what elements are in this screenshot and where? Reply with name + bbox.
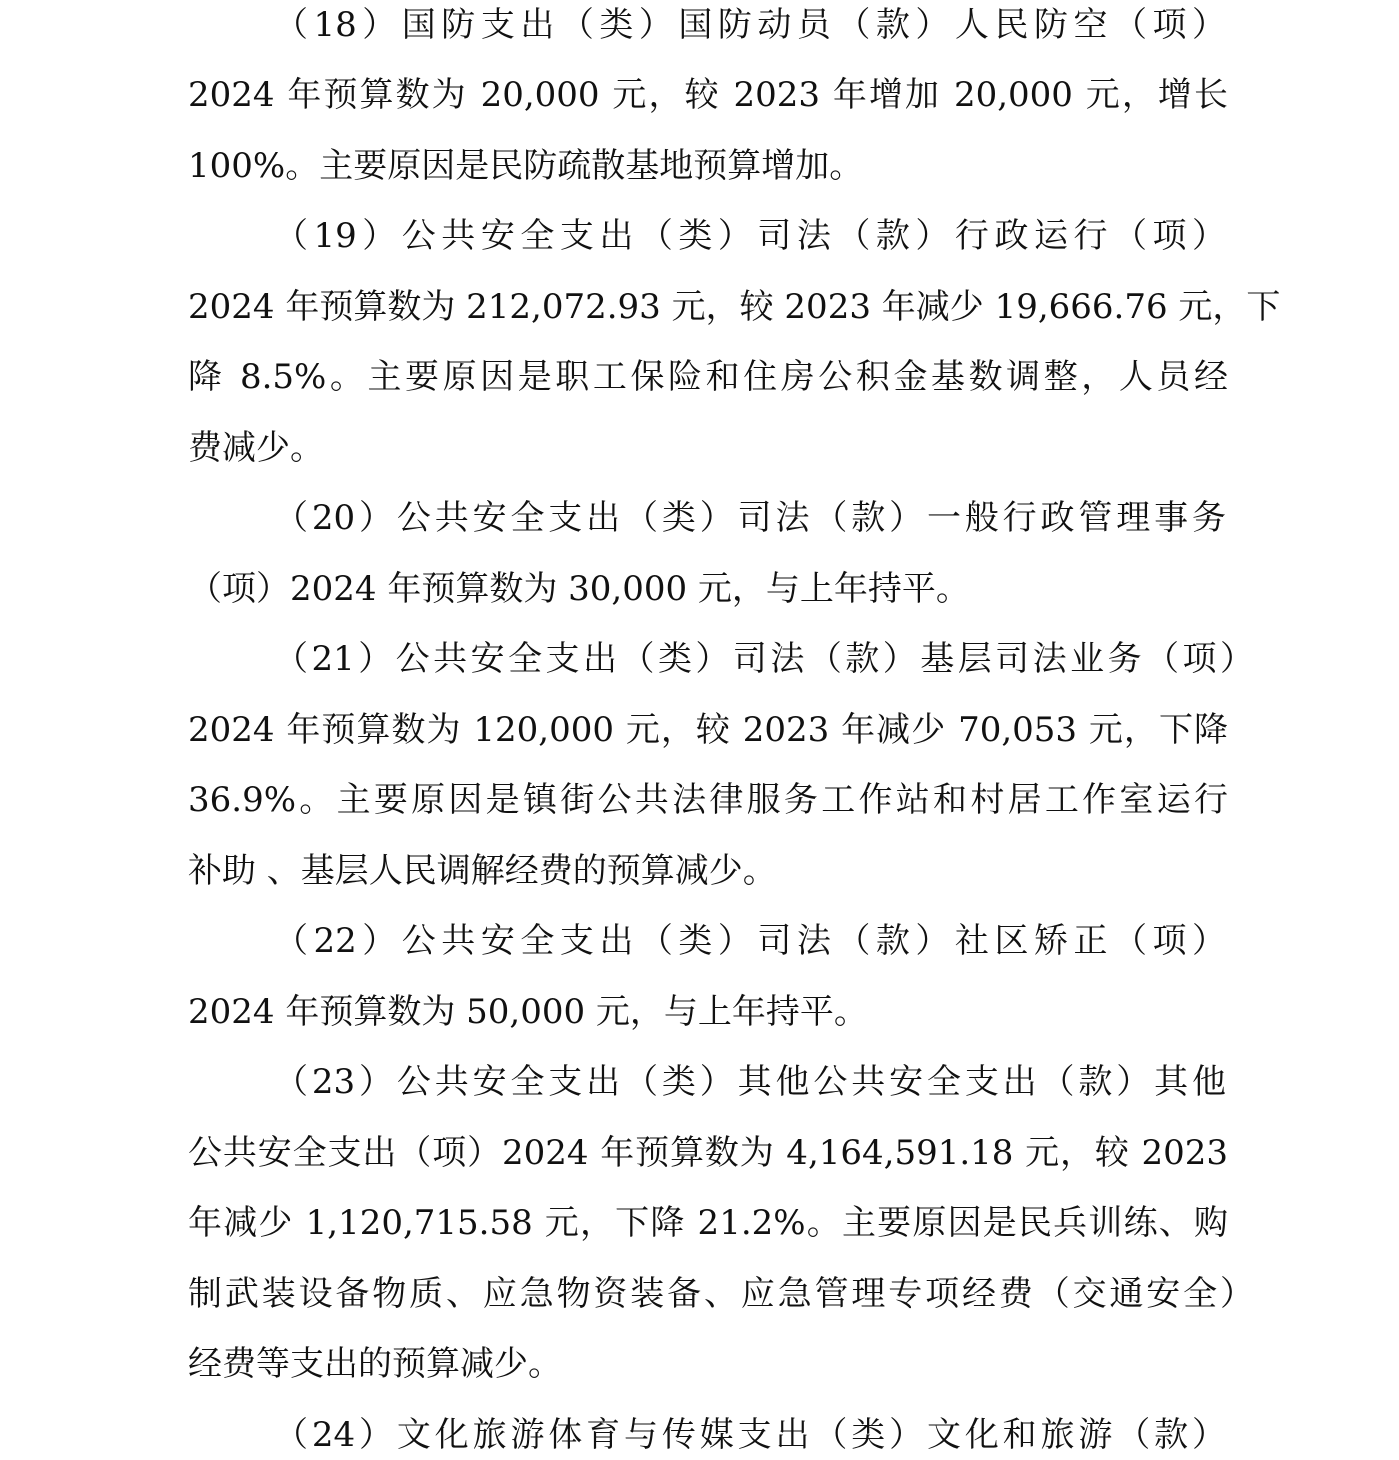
- paragraph-22-line-2: 2024 年预算数为 50,000 元，与上年持平。: [188, 992, 868, 1032]
- paragraph-23-line-3: 年减少 1,120,715.58 元，下降 21.2%。主要原因是民兵训练、购: [188, 1203, 1228, 1243]
- paragraph-19-line-4: 费减少。: [188, 428, 324, 468]
- paragraph-18-line-2: 2024 年预算数为 20,000 元，较 2023 年增加 20,000 元，增长: [188, 75, 1228, 115]
- paragraph-24-line-1: （24）文化旅游体育与传媒支出（类）文化和旅游（款）: [274, 1415, 1226, 1455]
- paragraph-21-line-4: 补助 、基层人民调解经费的预算减少。: [188, 851, 777, 891]
- paragraph-23-line-2: 公共安全支出（项）2024 年预算数为 4,164,591.18 元，较 2023: [188, 1133, 1228, 1173]
- paragraph-21-line-3: 36.9%。主要原因是镇街公共法律服务工作站和村居工作室运行: [188, 780, 1228, 820]
- paragraph-23-line-1: （23）公共安全支出（类）其他公共安全支出（款）其他: [274, 1062, 1226, 1102]
- paragraph-18-line-3: 100%。主要原因是民防疏散基地预算增加。: [188, 146, 864, 186]
- paragraph-19-line-2: 2024 年预算数为 212,072.93 元，较 2023 年减少 19,666.76 元，下: [188, 287, 1281, 327]
- paragraph-21-line-1: （21）公共安全支出（类）司法（款）基层司法业务（项）: [274, 639, 1254, 679]
- paragraph-23-line-5: 经费等支出的预算减少。: [188, 1344, 562, 1384]
- paragraph-22-line-1: （22）公共安全支出（类）司法（款）社区矫正（项）: [274, 921, 1226, 961]
- paragraph-18-line-1: （18）国防支出（类）国防动员（款）人民防空（项）: [274, 5, 1226, 45]
- paragraph-20-line-2: （项）2024 年预算数为 30,000 元，与上年持平。: [188, 569, 970, 609]
- paragraph-23-line-4: 制武装设备物质、应急物资装备、应急管理专项经费（交通安全）: [188, 1274, 1254, 1314]
- paragraph-19-line-3: 降 8.5%。主要原因是职工保险和住房公积金基数调整，人员经: [188, 357, 1228, 397]
- paragraph-20-line-1: （20）公共安全支出（类）司法（款）一般行政管理事务: [274, 498, 1226, 538]
- paragraph-19-line-1: （19）公共安全支出（类）司法（款）行政运行（项）: [274, 216, 1226, 256]
- paragraph-21-line-2: 2024 年预算数为 120,000 元，较 2023 年减少 70,053 元，下降: [188, 710, 1228, 750]
